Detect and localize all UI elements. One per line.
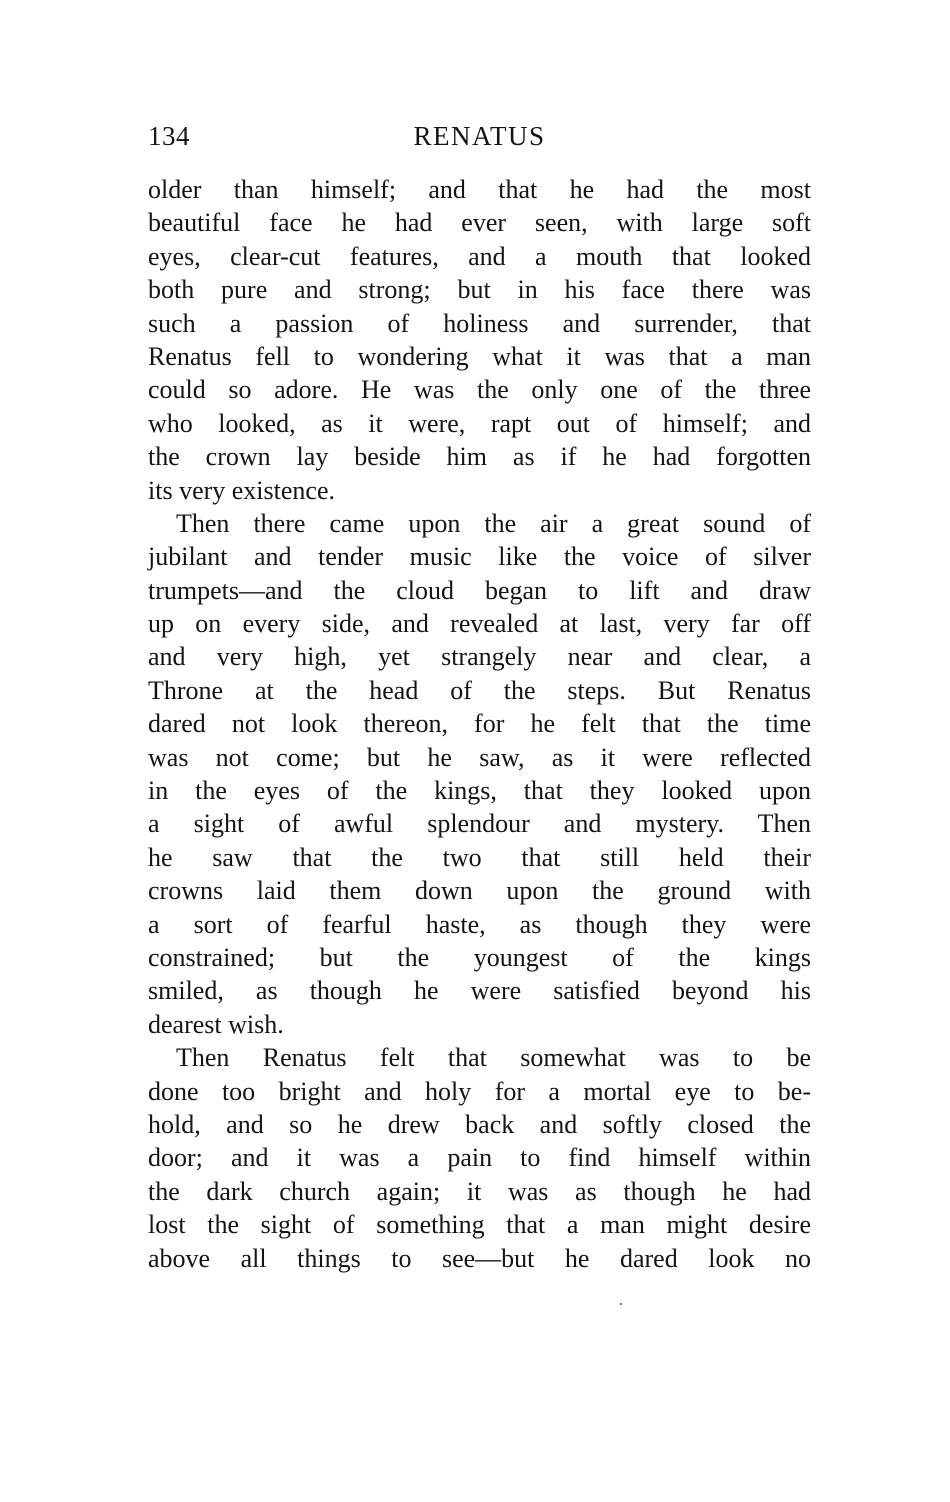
book-page [148, 116, 811, 1275]
text-line: a sight of awful splendour and mystery. Then [148, 809, 811, 839]
text-line: dearest wish. [148, 1009, 284, 1039]
text-line: lost the sight of something that a man might desire [148, 1210, 811, 1240]
text-line: up on every side, and revealed at last, very far off [148, 609, 811, 639]
text-line: the dark church again; it was as though he had [148, 1176, 811, 1206]
text-line: beautiful face he had ever seen, with large soft [148, 208, 811, 238]
paragraph-1 [148, 173, 811, 507]
text-line: its very existence. [148, 475, 335, 505]
text-line: both pure and strong; but in his face there was [148, 275, 811, 305]
text-line: above all things to see—but he dared look no [148, 1243, 811, 1273]
text-line: who looked, as it were, rapt out of himself; and [148, 408, 811, 438]
text-line: the crown lay beside him as if he had forgotten [148, 442, 811, 472]
text-line: jubilant and tender music like the voice of silver [148, 542, 811, 572]
text-line: trumpets—and the cloud began to lift and draw [148, 575, 811, 605]
running-head [148, 116, 811, 156]
text-line: older than himself; and that he had the most [148, 175, 811, 204]
running-title: RENATUS [413, 121, 546, 151]
text-line: hold, and so he drew back and softly closed the [148, 1109, 811, 1139]
paragraph-3 [148, 1041, 811, 1275]
text-line: done too bright and holy for a mortal eye to be- [148, 1076, 811, 1106]
text-line: Renatus fell to wondering what it was that a man [148, 341, 811, 371]
page-number: 134 [148, 121, 190, 151]
body-text [148, 173, 811, 1275]
text-line: such a passion of holiness and surrender, that [148, 308, 811, 338]
text-line: a sort of fearful haste, as though they were [148, 909, 811, 939]
text-line: and very high, yet strangely near and clear, a [148, 642, 811, 672]
text-line: Then Renatus felt that somewhat was to be [176, 1043, 811, 1073]
text-line: smiled, as though he were satisfied beyond his [148, 976, 811, 1006]
text-line: eyes, clear-cut features, and a mouth that looked [148, 241, 811, 271]
text-line: dared not look thereon, for he felt that the time [148, 709, 811, 739]
text-line: he saw that the two that still held their [148, 842, 811, 872]
text-line: Throne at the head of the steps. But Renatus [148, 675, 811, 705]
print-speck [620, 1303, 622, 1305]
text-line: Then there came upon the air a great sound of [176, 508, 811, 538]
text-line: crowns laid them down upon the ground with [148, 876, 811, 906]
text-line: constrained; but the youngest of the kings [148, 942, 811, 972]
paragraph-2 [148, 507, 811, 1041]
text-line: in the eyes of the kings, that they looked upon [148, 776, 811, 806]
text-line: could so adore. He was the only one of the three [148, 375, 811, 405]
text-line: was not come; but he saw, as it were reflected [148, 742, 811, 772]
text-line: door; and it was a pain to find himself within [148, 1143, 811, 1173]
